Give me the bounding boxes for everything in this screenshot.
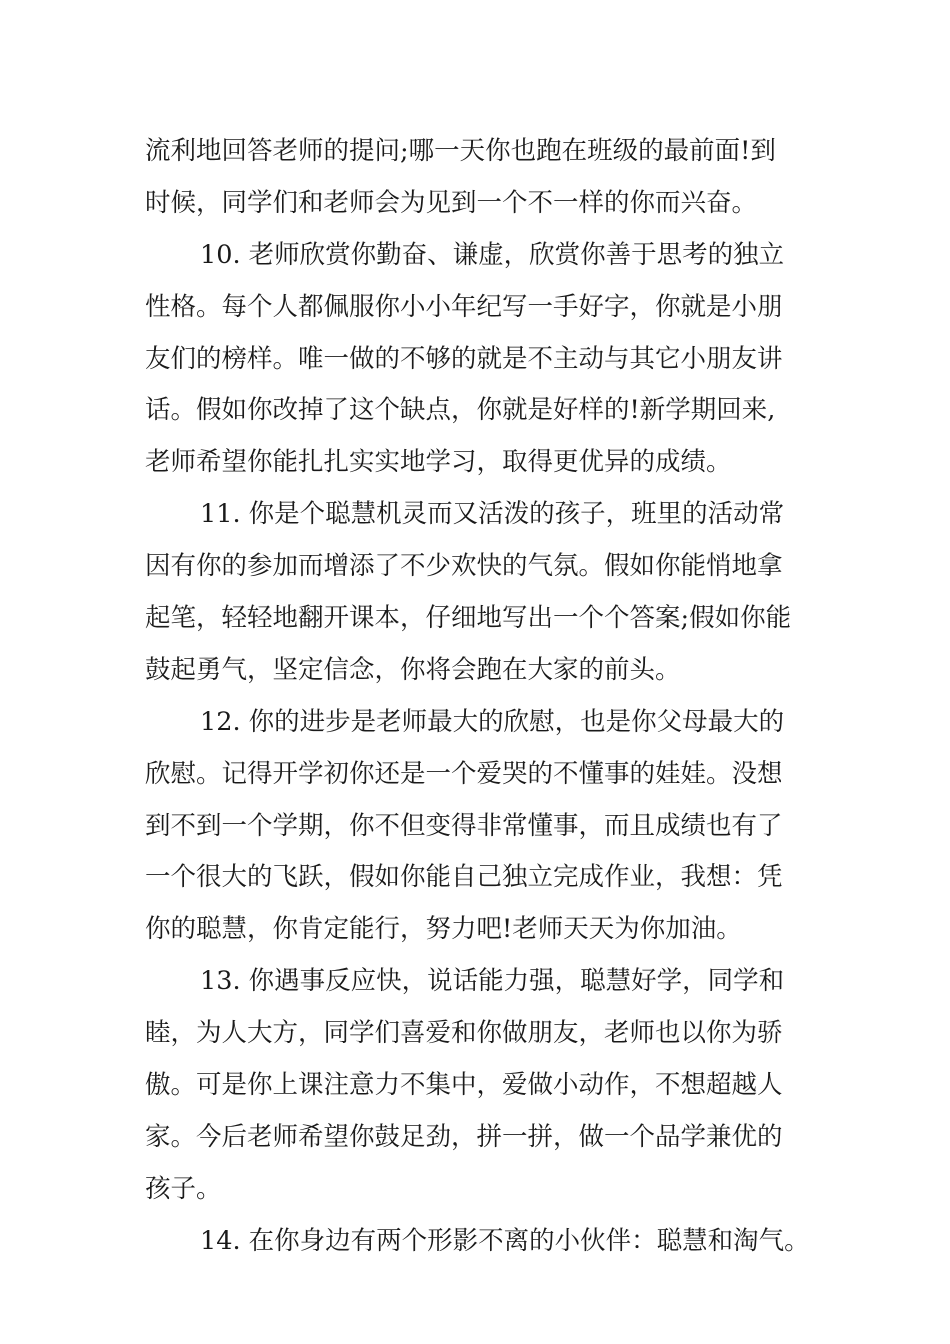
text-line: 13. 你遇事反应快，说话能力强，聪慧好学，同学和 xyxy=(200,966,785,997)
text-line: 睦，为人大方，同学们喜爱和你做朋友，老师也以你为骄 xyxy=(145,1018,783,1049)
text-line: 11. 你是个聪慧机灵而又活泼的孩子，班里的活动常 xyxy=(200,499,785,530)
text-line: 流利地回答老师的提问;哪一天你也跑在班级的最前面!到 xyxy=(145,136,776,166)
text-line: 鼓起勇气，坚定信念，你将会跑在大家的前头。 xyxy=(145,654,681,685)
text-line: 孩子。 xyxy=(145,1173,222,1204)
text-line: 傲。可是你上课注意力不集中，爱做小动作，不想超越人 xyxy=(145,1070,783,1101)
text-line: 12. 你的进步是老师最大的欣慰，也是你父母最大的 xyxy=(200,706,785,737)
text-line: 一个很大的飞跃，假如你能自己独立完成作业，我想：凭 xyxy=(145,862,783,893)
text-line: 你的聪慧，你肯定能行，努力吧!老师天天为你加油。 xyxy=(145,914,742,945)
text-line: 欣慰。记得开学初你还是一个爱哭的不懂事的娃娃。没想 xyxy=(145,758,783,789)
text-line: 因有你的参加而增添了不少欢快的气氛。假如你能悄地拿 xyxy=(145,551,783,582)
text-line: 性格。每个人都佩服你小小年纪写一手好字，你就是小朋 xyxy=(145,291,783,322)
text-line: 家。今后老师希望你鼓足劲，拼一拼，做一个品学兼优的 xyxy=(145,1121,783,1152)
text-line: 14. 在你身边有两个形影不离的小伙伴：聪慧和淘气。 xyxy=(200,1225,810,1256)
text-line: 10. 老师欣赏你勤奋、谦虚，欣赏你善于思考的独立 xyxy=(200,239,785,270)
text-line: 话。假如你改掉了这个缺点，你就是好样的!新学期回来, xyxy=(145,395,776,426)
text-line: 起笔，轻轻地翻开课本，仔细地写出一个个答案;假如你能 xyxy=(145,603,792,634)
text-line: 友们的榜样。唯一做的不够的就是不主动与其它小朋友讲 xyxy=(145,343,783,374)
text-line: 时候，同学们和老师会为见到一个不一样的你而兴奋。 xyxy=(145,187,758,218)
document-body xyxy=(145,126,825,1268)
text-line: 到不到一个学期，你不但变得非常懂事，而且成绩也有了 xyxy=(145,810,783,841)
text-line: 老师希望你能扎扎实实地学习，取得更优异的成绩。 xyxy=(145,447,732,478)
